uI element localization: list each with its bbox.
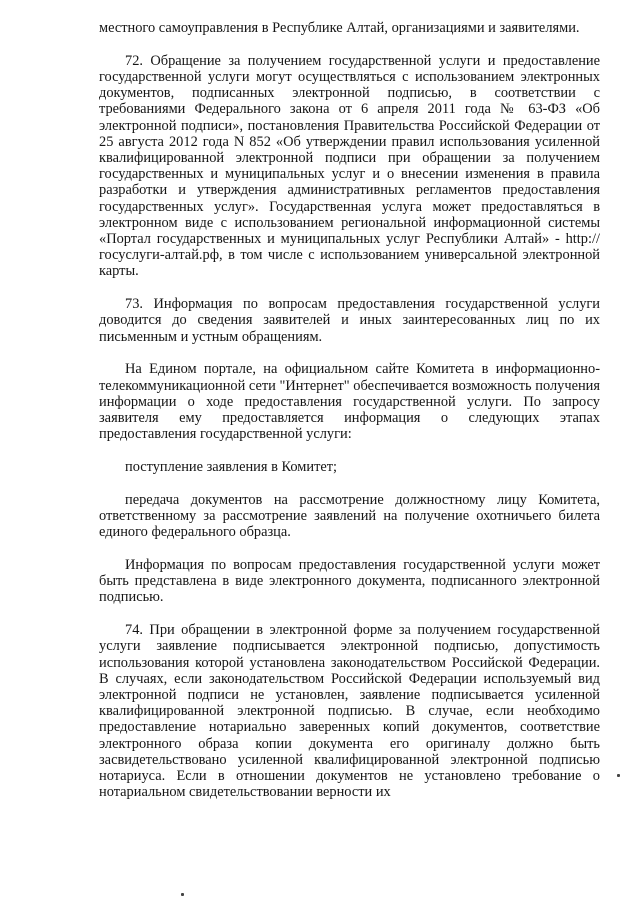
paragraph-73: 73. Информация по вопросам предоставления государственной услуги доводится до сведения заявителей и иных заинтересованных лиц по их письменным и устным обращениям. xyxy=(99,296,600,345)
paragraph-stage-2: передача документов на рассмотрение должностному лицу Комитета, ответственному за рассмотрение заявлений на получение охотничьего билета единого федерального образца. xyxy=(99,491,600,541)
paragraph-portal-info: На Едином портале, на официальном сайте Комитета в информационно-телекоммуникационной сети "Интернет" обеспечивается возможность получения информации о ходе предоставления государственной услуги. По запросу заявителя ему предоставляется информация о следующих этапах предоставления государственной услуги: xyxy=(99,361,600,443)
paragraph-continuation: местного самоуправления в Республике Алтай, организациями и заявителями. xyxy=(99,20,580,36)
paragraph-74: 74. При обращении в электронной форме за получением государственной услуги заявление подписывается электронной подписью, допустимость использования которой установлена законодательством Российской Федерации. В случаях, если законодательством Российской Федерации используемый вид электронной подписи не установлен, заявление подписывается усиленной квалифицированной электронной подписью. В случае, если необходимо предоставление нотариально заверенных копий документов, соответствие электронного образа копии документа его оригиналу должно быть засвидетельствовано усиленной квалифицированной электронной подписью нотариуса. Если в отношении документов не установлено требование о нотариальном свидетельствовании верности их xyxy=(99,622,600,801)
scan-speck xyxy=(617,774,620,777)
scan-speck xyxy=(181,893,184,896)
paragraph-72: 72. Обращение за получением государственной услуги и предоставление государственной услуги могут осуществляться с использованием электронных документов, подписанных электронной подписью, в соответствии с требованиями Федерального закона от 6 апреля 2011 года № 63-ФЗ «Об электронной подписи», постановления Правительства Российской Федерации от 25 августа 2012 года N 852 «Об утверждении правил использования усиленной квалифицированной электронной подписи при обращении за получением государственных и муниципальных услуг и о внесении изменения в правила разработки и утверждения административных регламентов предоставления государственных услуг». Государственная услуга может предоставляться в электронном виде с использованием региональной информационной системы «Портал государственных и муниципальных услуг Республики Алтай» - http://госуслуги-алтай.рф, в том числе с использованием универсальной электронной карты. xyxy=(99,52,600,280)
paragraph-stage-1: поступление заявления в Комитет; xyxy=(125,459,338,476)
paragraph-electronic-document: Информация по вопросам предоставления государственной услуги может быть представлена в виде электронного документа, подписанного электронной подписью. xyxy=(99,557,600,606)
document-body xyxy=(99,20,600,800)
